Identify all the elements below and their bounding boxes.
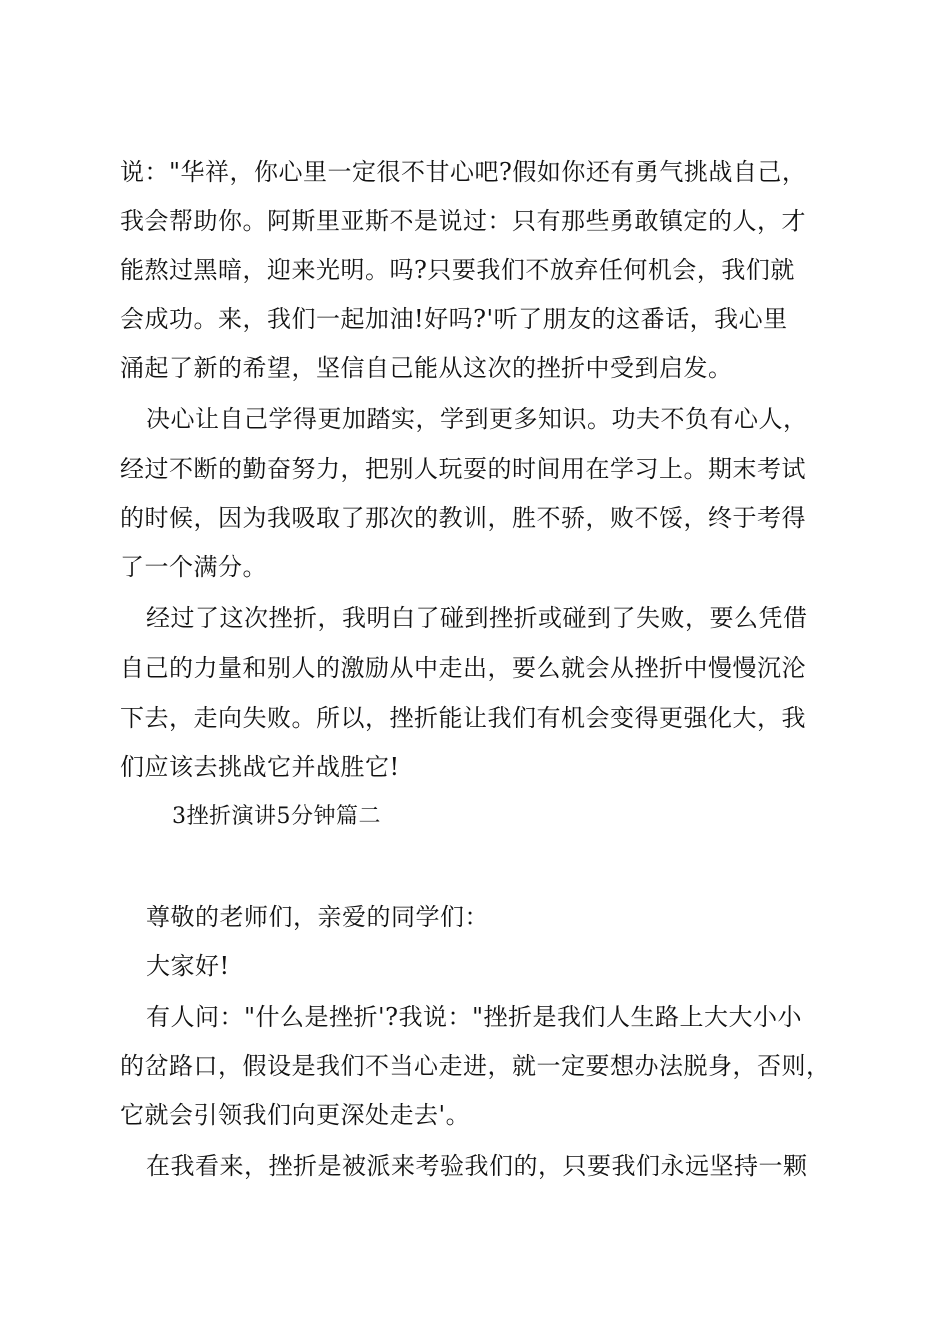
paragraph-start: 经过了这次挫折，我明白了碰到挫折或碰到了失败，要么凭借 — [146, 604, 808, 632]
greeting: 大家好! — [146, 952, 230, 980]
paragraph-start: 有人问："什么是挫折'?我说："挫折是我们人生路上大大小小 — [146, 1003, 803, 1031]
text-line: 能熬过黑暗，迎来光明。吗?只要我们不放弃任何机会，我们就 — [120, 256, 795, 284]
text-line: 的时候，因为我吸取了那次的教训，胜不骄，败不馁，终于考得 — [120, 504, 806, 532]
text-line: 我会帮助你。阿斯里亚斯不是说过：只有那些勇敢镇定的人，才 — [120, 207, 806, 235]
text-line: 们应该去挑战它并战胜它! — [120, 753, 400, 781]
text-line: 说："华祥，你心里一定很不甘心吧?假如你还有勇气挑战自己， — [120, 158, 807, 186]
text-line: 它就会引领我们向更深处走去'。 — [120, 1101, 471, 1129]
salutation: 尊敬的老师们，亲爱的同学们： — [146, 903, 489, 931]
text-line: 自己的力量和别人的激励从中走出，要么就会从挫折中慢慢沉沦 — [120, 654, 806, 682]
text-line: 涌起了新的希望，坚信自己能从这次的挫折中受到启发。 — [120, 354, 733, 382]
text-line: 的岔路口，假设是我们不当心走进，就一定要想办法脱身，否则， — [120, 1052, 831, 1080]
text-line: 会成功。来，我们一起加油!好吗?'听了朋友的这番话，我心里 — [120, 305, 788, 333]
paragraph-start: 在我看来，挫折是被派来考验我们的，只要我们永远坚持一颗 — [146, 1152, 808, 1180]
paragraph-start: 决心让自己学得更加踏实，学到更多知识。功夫不负有心人， — [146, 405, 808, 433]
text-line: 经过不断的勤奋努力，把别人玩耍的时间用在学习上。期末考试 — [120, 455, 806, 483]
text-line: 了一个满分。 — [120, 553, 267, 581]
section-heading: 3挫折演讲5分钟篇二 — [172, 804, 381, 829]
text-line: 下去，走向失败。所以，挫折能让我们有机会变得更强化大，我 — [120, 704, 806, 732]
